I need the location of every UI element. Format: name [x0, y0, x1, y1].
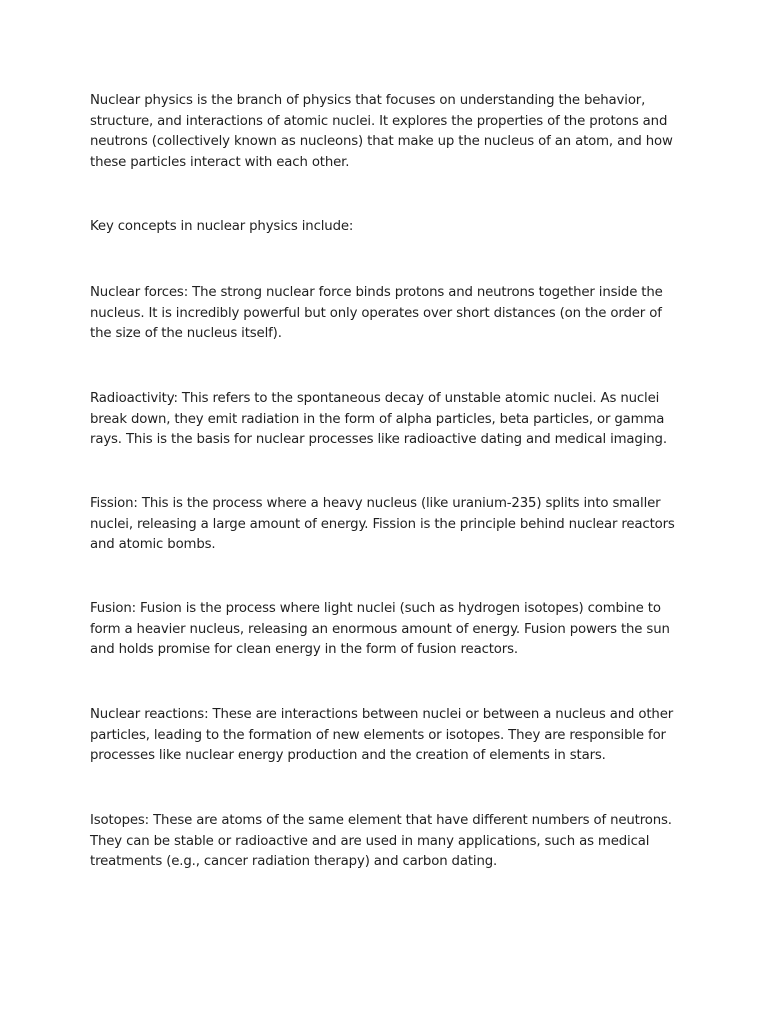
nuclear-reactions-paragraph: Nuclear reactions: These are interactions between nuclei or between a nucleus and other particles, leading to the formation of new elements or isotopes. They are responsible for processes like nuclear energy production and the creation of elements in stars. [90, 707, 674, 763]
intro-paragraph: Nuclear physics is the branch of physics that focuses on understanding the behavior, structure, and interactions of atomic nuclei. It explores the properties of the protons and neutrons (collectively known as nucleons) that make up the nucleus of an atom, and how these particles interact with each other. [90, 93, 673, 170]
isotopes-paragraph: Isotopes: These are atoms of the same element that have different numbers of neutrons. They can be stable or radioactive and are used in many applications, such as medical treatments (e.g., cancer radiation therapy) and carbon dating. [90, 813, 672, 869]
radioactivity-paragraph: Radioactivity: This refers to the spontaneous decay of unstable atomic nuclei. As nuclei break down, they emit radiation in the form of alpha particles, beta particles, or gamma rays. This is the basis for nuclear processes like radioactive dating and medical imaging. [90, 391, 667, 447]
nuclear-forces-paragraph: Nuclear forces: The strong nuclear force binds protons and neutrons together inside the nucleus. It is incredibly powerful but only operates over short distances (on the order of the size of the nucleus itself). [90, 285, 663, 341]
fusion-paragraph: Fusion: Fusion is the process where light nuclei (such as hydrogen isotopes) combine to form a heavier nucleus, releasing an enormous amount of energy. Fusion powers the sun and holds promise for clean energy in the form of fusion reactors. [90, 601, 670, 657]
fission-paragraph: Fission: This is the process where a heavy nucleus (like uranium-235) splits into smaller nuclei, releasing a large amount of energy. Fission is the principle behind nuclear reactors and atomic bombs. [90, 496, 675, 552]
key-concepts-heading: Key concepts in nuclear physics include: [90, 219, 354, 234]
